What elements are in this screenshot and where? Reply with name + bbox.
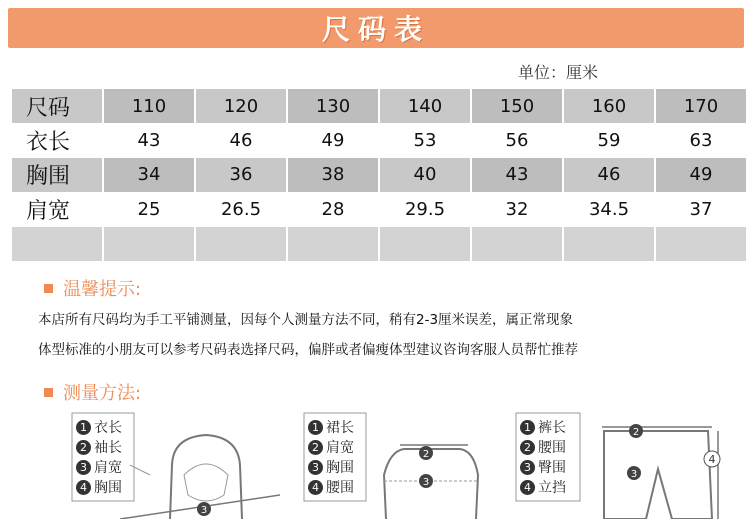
bullet-square-icon [44,284,53,293]
table-cell: 46 [196,123,286,157]
table-cell: 40 [380,158,470,192]
table-cell: 130 [288,89,378,123]
table-cell: 34 [104,158,194,192]
svg-text:2: 2 [422,449,430,460]
legend-item: 3 胸围 [308,457,354,477]
svg-text:3: 3 [200,505,208,516]
measure-heading [44,379,141,405]
table-cell: 49 [656,158,746,192]
legend-item: 4 立挡 [520,477,566,497]
svg-text:3: 3 [422,477,430,488]
table-row-shoulder [12,192,746,226]
pants-diagram [512,405,744,519]
svg-text:3: 3 [630,469,638,480]
page-title: 尺码表 [321,13,430,46]
legend-item: 4 腰围 [308,477,354,497]
table-cell: 63 [656,123,746,157]
table-cell: 140 [380,89,470,123]
table-cell: 120 [196,89,286,123]
legend-item: 3 肩宽 [76,457,122,477]
vest-legend [308,417,354,497]
table-cell: 150 [472,89,562,123]
table-cell: 56 [472,123,562,157]
table-cell: 43 [472,158,562,192]
table-row-chest [12,158,746,192]
legend-item: 1 衣长 [76,417,122,437]
table-cell: 26.5 [196,192,286,226]
vest-diagram [300,405,500,519]
table-cell: 38 [288,158,378,192]
table-cell: 37 [656,192,746,226]
top-legend [76,417,122,497]
tips-line-1: 本店所有尺码均为手工平铺测量，因每个人测量方法不同，稍有2-3厘米误差，属正常现象 [38,312,574,328]
row-header: 肩宽 [12,192,102,226]
table-cell: 36 [196,158,286,192]
legend-item: 3 臀围 [520,457,566,477]
svg-text:4: 4 [708,453,716,466]
table-cell: 53 [380,123,470,157]
title-banner [8,8,744,48]
table-cell: 160 [564,89,654,123]
pants-legend [520,417,566,497]
legend-item: 1 裤长 [520,417,566,437]
table-cell: 25 [104,192,194,226]
legend-item: 2 袖长 [76,437,122,457]
table-cell: 28 [288,192,378,226]
table-cell: 34.5 [564,192,654,226]
table-cell: 59 [564,123,654,157]
size-table [10,89,748,261]
legend-item: 2 肩宽 [308,437,354,457]
table-cell: 49 [288,123,378,157]
top-garment-diagram [60,405,280,519]
measure-title: 测量方法: [63,383,142,404]
table-cell: 29.5 [380,192,470,226]
legend-item: 2 腰围 [520,437,566,457]
row-header: 胸围 [12,158,102,192]
tips-title: 温馨提示: [63,279,142,300]
table-cell: 46 [564,158,654,192]
table-cell: 43 [104,123,194,157]
legend-item: 1 裙长 [308,417,354,437]
tips-line-2: 体型标准的小朋友可以参考尺码表选择尺码，偏胖或者偏瘦体型建议咨询客服人员帮忙推荐 [38,342,578,358]
legend-item: 4 胸围 [76,477,122,497]
table-row-length [12,123,746,157]
row-header: 尺码 [12,89,102,123]
table-row-size [12,89,746,123]
table-cell: 170 [656,89,746,123]
bullet-square-icon [44,388,53,397]
unit-label: 单位：厘米 [518,63,599,82]
table-row-empty [12,227,746,261]
svg-text:2: 2 [632,427,640,438]
table-cell: 110 [104,89,194,123]
tips-heading [44,275,141,301]
row-header: 衣长 [12,123,102,157]
table-cell: 32 [472,192,562,226]
